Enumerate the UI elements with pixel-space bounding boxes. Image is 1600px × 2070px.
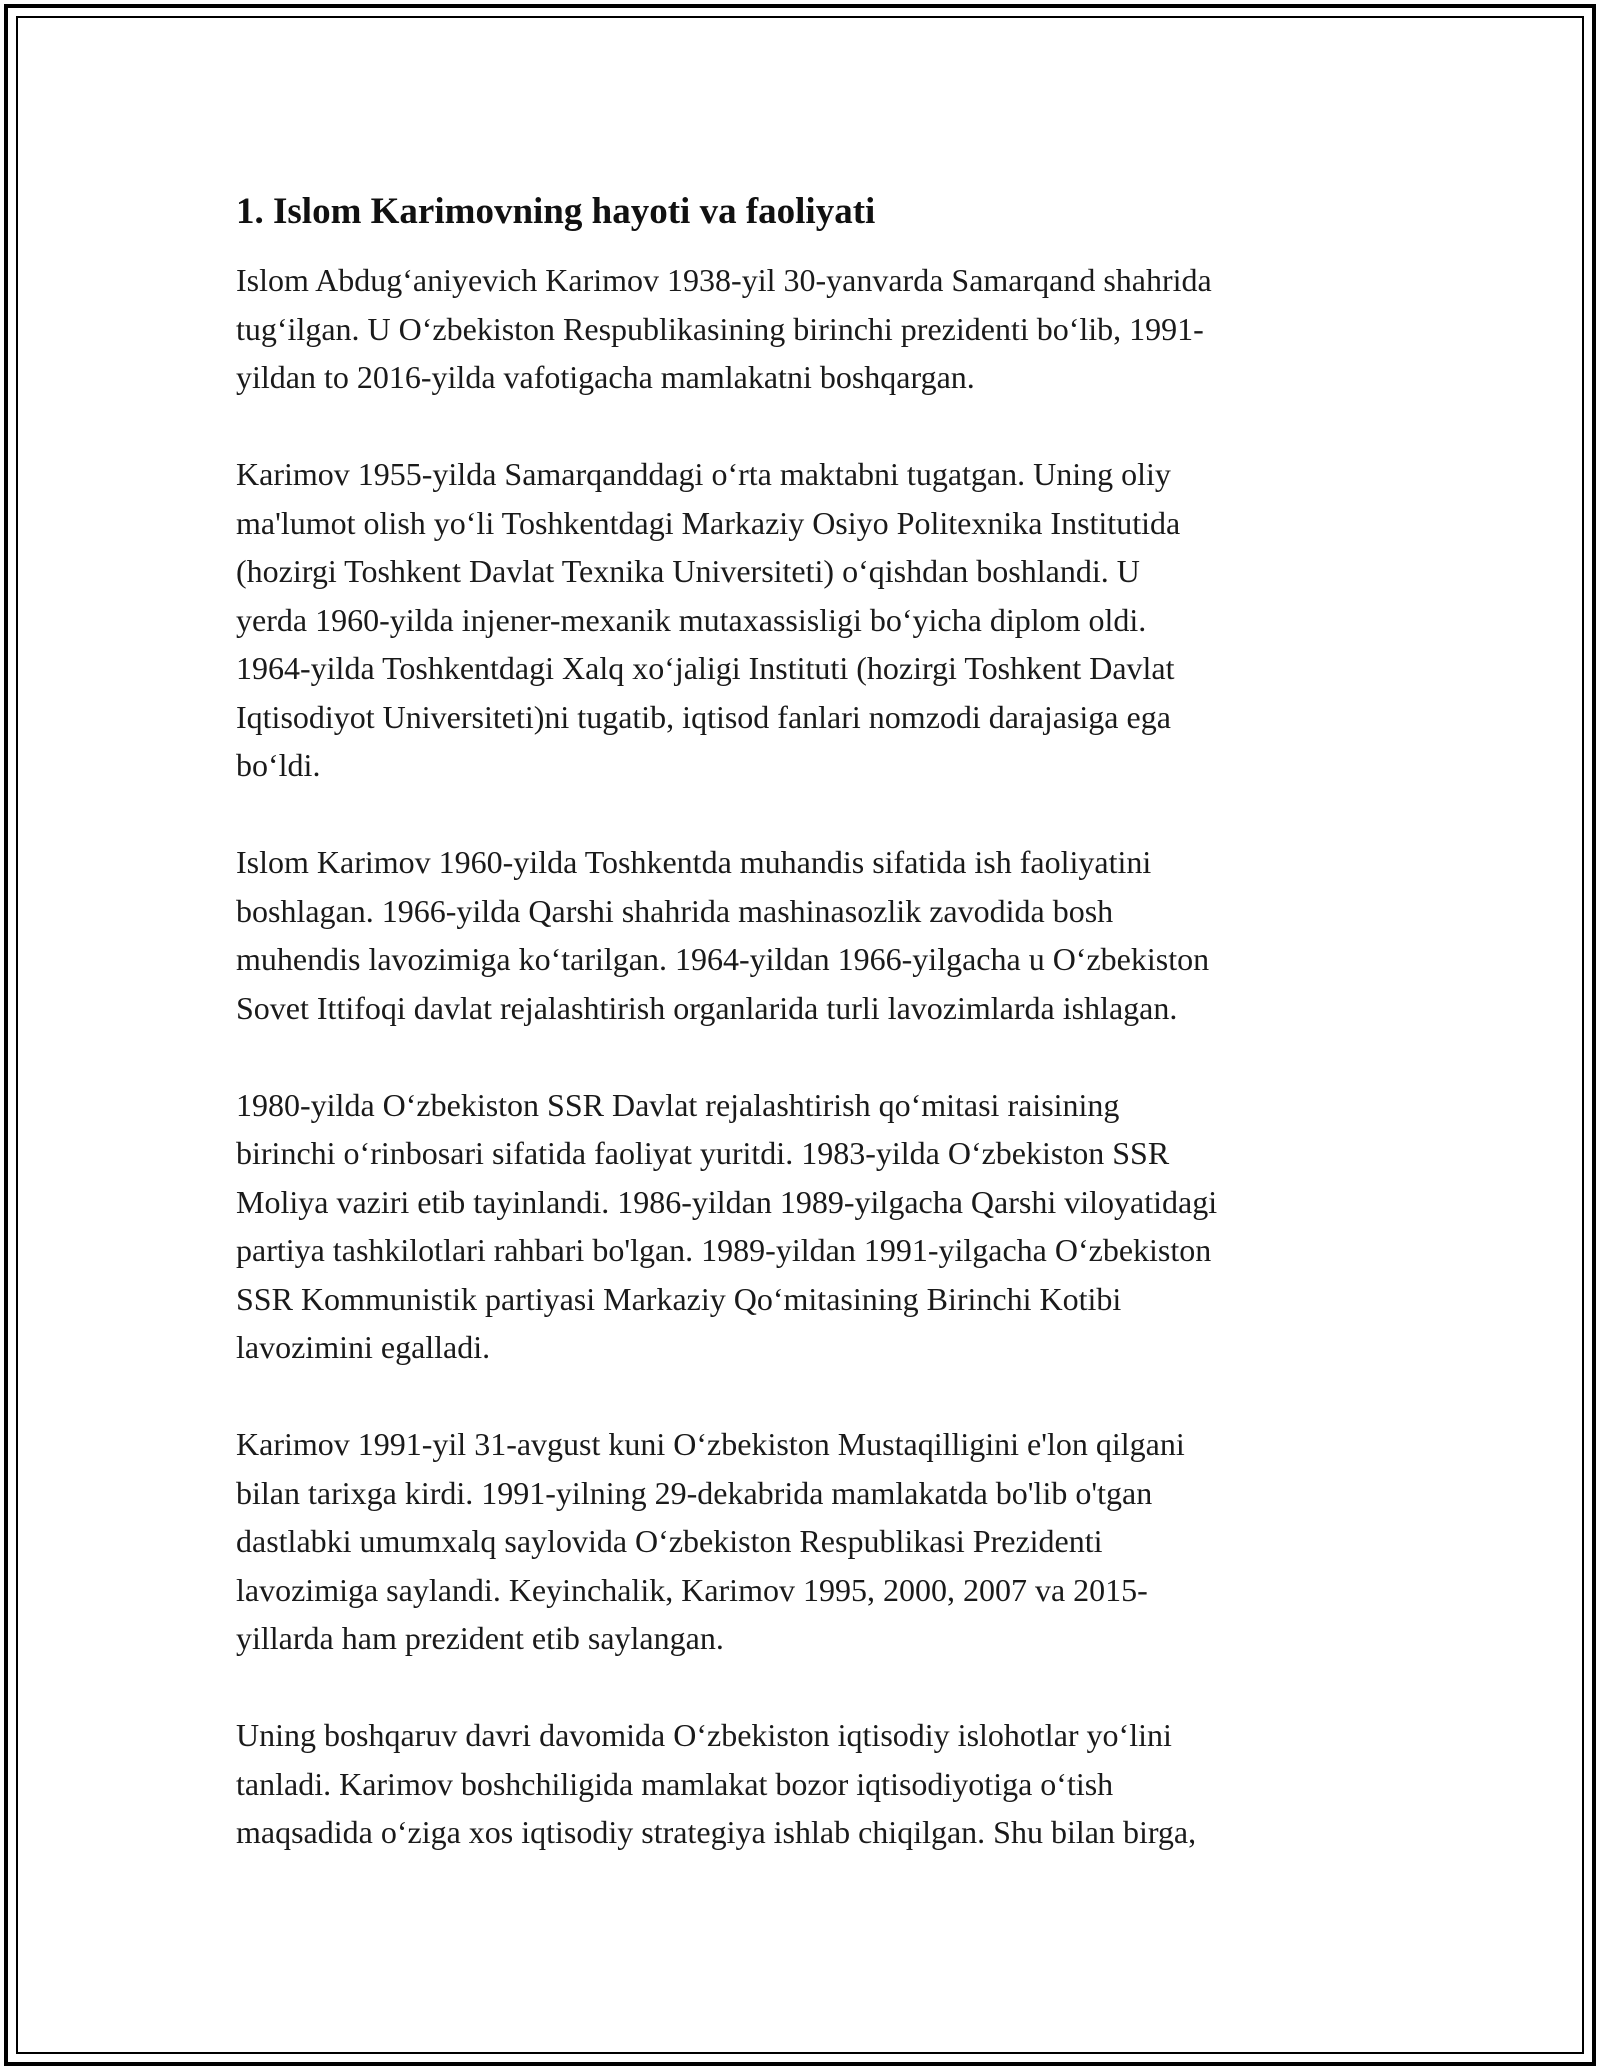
document-body bbox=[236, 188, 1366, 1905]
paragraph-early-career: Islom Karimov 1960-yilda Toshkentda muhandis sifatida ish faoliyatini boshlagan. 1966-yilda Qarshi shahrida mashinasozlik zavodida bosh muhendis lavozimiga koʻtarilgan. 1964-yildan 1966-yilgacha u Oʻzbekiston Sovet Ittifoqi davlat rejalashtirish organlarida turli lavozimlarda ishlagan. bbox=[236, 844, 1210, 1026]
paragraph-birth: Islom Abdugʻaniyevich Karimov 1938-yil 30-yanvarda Samarqand shahrida tugʻilgan. U Oʻzbekiston Respublikasining birinchi prezidenti boʻlib, 1991- yildan to 2016-yilda vafotigacha mamlakatni boshqargan. bbox=[236, 262, 1212, 395]
paragraph-independence: Karimov 1991-yil 31-avgust kuni Oʻzbekiston Mustaqilligini e'lon qilgani bilan tarixga kirdi. 1991-yilning 29-dekabrida mamlakatda bo'lib o'tgan dastlabki umumxalq saylovida Oʻzbekiston Respublikasi Prezidenti lavozimiga saylandi. Keyinchalik, Karimov 1995, 2000, 2007 va 2015- yillarda ham prezident etib saylangan. bbox=[236, 1426, 1185, 1656]
paragraph-political-career: 1980-yilda Oʻzbekiston SSR Davlat rejalashtirish qoʻmitasi raisining birinchi oʻrinbosari sifatida faoliyat yuritdi. 1983-yilda Oʻzbekiston SSR Moliya vaziri etib tayinlandi. 1986-yildan 1989-yilgacha Qarshi viloyatidagi partiya tashkilotlari rahbari bo'lgan. 1989-yildan 1991-yilgacha Oʻzbekiston SSR Kommunistik partiyasi Markaziy Qoʻmitasining Birinchi Kotibi lavozimini egalladi. bbox=[236, 1086, 1218, 1365]
paragraph-reforms: Uning boshqaruv davri davomida Oʻzbekiston iqtisodiy islohotlar yoʻlini tanladi. Karimov boshchiligida mamlakat bozor iqtisodiyotiga oʻtish maqsadida oʻziga xos iqtisodiy strategiya ishlab chiqilgan. Shu bilan birga, bbox=[236, 1717, 1197, 1850]
section-heading: 1. Islom Karimovning hayoti va faoliyati bbox=[236, 191, 876, 232]
paragraph-education: Karimov 1955-yilda Samarqanddagi oʻrta maktabni tugatgan. Uning oliy ma'lumot olish yoʻli Toshkentdagi Markaziy Osiyo Politexnika Institutida (hozirgi Toshkent Davlat Texnika Universiteti) oʻqishdan boshlandi. U yerda 1960-yilda injener-mexanik mutaxassisligi boʻyicha diplom oldi. 1964-yilda Toshkentdagi Xalq xoʻjaligi Instituti (hozirgi Toshkent Davlat Iqtisodiyot Universiteti)ni tugatib, iqtisod fanlari nomzodi darajasiga ega boʻldi. bbox=[236, 456, 1181, 783]
